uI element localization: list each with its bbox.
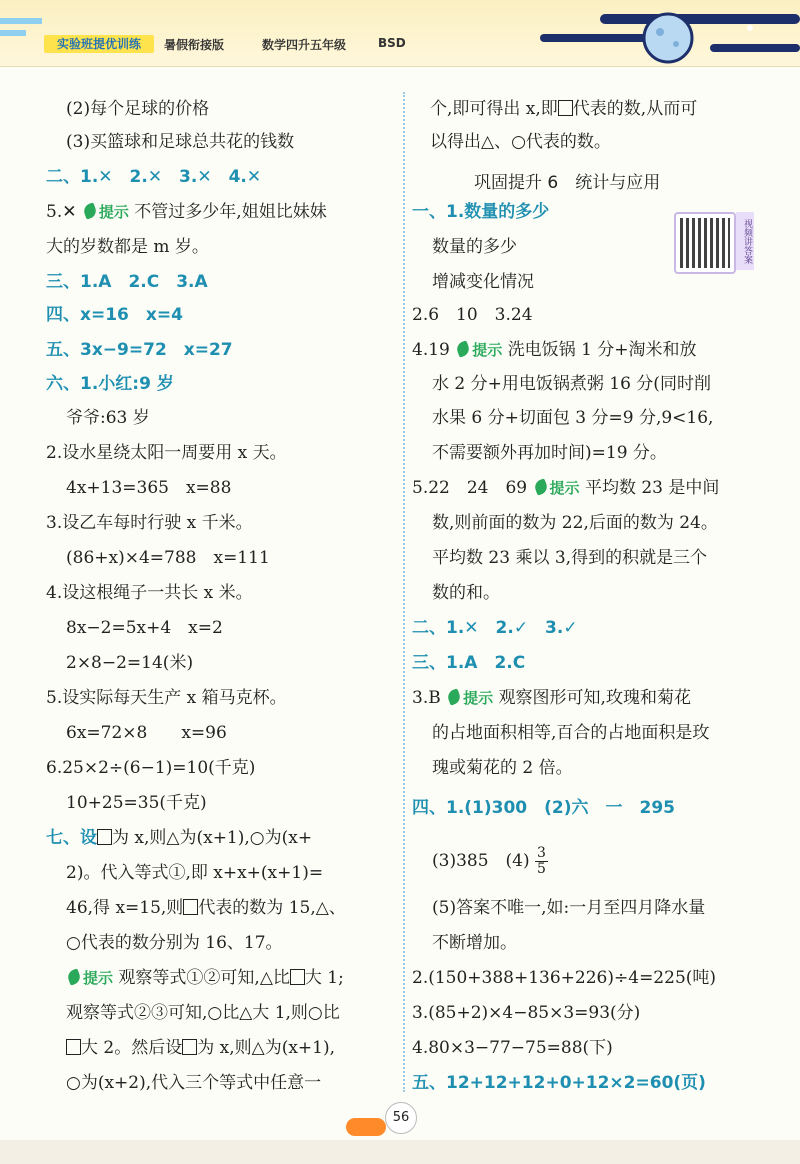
- answer-text: ○: [66, 933, 81, 953]
- page-header: [0, 0, 800, 67]
- square-symbol-icon: [558, 100, 573, 116]
- answer-line: 的占地面积相等,百合的占地面积是玫: [432, 723, 710, 743]
- answer-line: 数,则前面的数为 22,后面的数为 24。: [432, 513, 718, 533]
- answer-line: 爷爷:63 岁: [66, 408, 150, 428]
- answer-text: 46,得 x=15,则: [66, 898, 184, 918]
- answer-line: 三、1.A 2.C 3.A: [46, 272, 208, 292]
- qr-label: 视频讲答案: [736, 212, 754, 270]
- submarine-decoration-icon: [346, 1118, 386, 1136]
- answer-line: 水 2 分+用电饭锅煮粥 16 分(同时削: [432, 374, 711, 394]
- answer-line: 2.(150+388+136+226)÷4=225(吨): [412, 968, 717, 988]
- square-symbol-icon: [97, 829, 112, 845]
- answer-line: 6.25×2÷(6−1)=10(千克): [46, 758, 256, 778]
- hint-leaf-icon: [446, 688, 462, 705]
- page-number: 56: [385, 1102, 417, 1134]
- answer-number: 5.✕: [46, 202, 77, 222]
- answer-line: 2×8−2=14(米): [66, 653, 194, 673]
- header-ribbon: [0, 18, 42, 24]
- answer-line: [412, 476, 719, 500]
- hint-leaf-icon: [82, 202, 98, 219]
- square-symbol-icon: [290, 969, 305, 985]
- answer-line: 3.(85+2)×4−85×3=93(分): [412, 1003, 641, 1023]
- hint-text: 平均数 23 是中间: [584, 478, 720, 498]
- answer-line: (3)买篮球和足球总共花的钱数: [66, 132, 295, 152]
- fraction-numerator: 3: [537, 845, 546, 861]
- answer-line: 2.6 10 3.24: [412, 305, 533, 325]
- hint-text: 大 2。然后设: [81, 1038, 183, 1058]
- answer-line: 3.设乙车每时行驶 x 千米。: [46, 513, 253, 533]
- answer-line: 五、3x−9=72 x=27: [46, 340, 233, 360]
- publisher-label: BSD: [378, 36, 406, 50]
- answer-line: 四、x=16 x=4: [46, 305, 183, 325]
- answer-line: 6x=72×8 x=96: [66, 723, 227, 743]
- square-symbol-icon: [66, 1039, 81, 1055]
- answer-line: 瑰或菊花的 2 倍。: [432, 758, 573, 778]
- square-symbol-icon: [182, 1039, 197, 1055]
- answer-text: 个,即可得出 x,即: [430, 99, 558, 119]
- answer-line: 数的和。: [432, 583, 500, 603]
- answer-line: (86+x)×4=788 x=111: [66, 548, 270, 568]
- brand-label: 实验班提优训练: [44, 35, 154, 53]
- answer-text: (3)385 (4): [432, 851, 530, 871]
- answer-line: 二、1.✕ 2.✕ 3.✕ 4.✕: [46, 167, 262, 187]
- answer-number: 5.22 24 69: [412, 478, 528, 498]
- answer-text: 代表的数为 15,△、: [198, 898, 346, 918]
- answer-number: 4.19: [412, 340, 450, 360]
- answer-line: 10+25=35(千克): [66, 793, 207, 813]
- fraction-denominator: 5: [537, 861, 546, 877]
- answer-line: 一、1.数量的多少: [412, 202, 550, 222]
- answer-text: 代表的数,从而可: [572, 99, 698, 119]
- page-footer: [0, 1140, 800, 1164]
- hint-label: 提示: [549, 479, 580, 497]
- hint-leaf-icon: [66, 968, 82, 985]
- hint-text: 观察图形可知,玫瑰和菊花: [498, 688, 691, 708]
- answer-text: 代表的数分别为 16、17。: [80, 933, 283, 953]
- square-symbol-icon: [183, 899, 198, 915]
- answer-line: [66, 931, 283, 955]
- answer-number: 3.B: [412, 688, 441, 708]
- hint-label: 提示: [472, 341, 503, 359]
- answer-line: 水果 6 分+切面包 3 分=9 分,9<16,: [432, 408, 714, 428]
- answer-line: [432, 846, 548, 877]
- answer-line: [412, 686, 691, 710]
- answer-line: 5.设实际每天生产 x 箱马克杯。: [46, 688, 287, 708]
- subject-label: 数学四升五年级: [262, 38, 347, 52]
- answer-line: [412, 338, 697, 362]
- answer-line: 平均数 23 乘以 3,得到的积就是三个: [432, 548, 708, 568]
- answer-line: [430, 97, 697, 121]
- answer-line: [66, 1036, 335, 1060]
- answer-line: (5)答案不唯一,如:一月至四月降水量: [432, 898, 706, 918]
- answer-line: [66, 966, 344, 990]
- answer-line: 增减变化情况: [432, 272, 534, 292]
- answer-line: 以得出△、○代表的数。: [430, 132, 611, 152]
- answer-line: 二、1.✕ 2.✓ 3.✓: [412, 618, 578, 638]
- answer-line: [66, 896, 346, 920]
- answer-line: 4x+13=365 x=88: [66, 478, 232, 498]
- answer-line: [46, 200, 327, 224]
- hint-text: 为 x,则△为(x+1),: [197, 1038, 336, 1058]
- section-title: 巩固提升 6 统计与应用: [474, 173, 661, 193]
- answer-line: 4.80×3−77−75=88(下): [412, 1038, 613, 1058]
- hint-label: 提示: [463, 689, 494, 707]
- qr-code-icon: [680, 218, 730, 268]
- hint-leaf-icon: [455, 340, 471, 357]
- answer-text: 为 x,则△为(x+1),○为(x+: [112, 828, 313, 848]
- answer-line: 大的岁数都是 m 岁。: [46, 237, 209, 257]
- answer-line: 六、1.小红:9 岁: [46, 374, 174, 394]
- answer-line: (2)每个足球的价格: [66, 99, 210, 119]
- qr-code[interactable]: [674, 212, 736, 274]
- answer-line: 2)。代入等式①,即 x+x+(x+1)=: [66, 863, 324, 883]
- fraction: [535, 846, 548, 877]
- answer-line: 三、1.A 2.C: [412, 653, 526, 673]
- answer-line: 观察等式②③可知,○比△大 1,则○比: [66, 1003, 340, 1023]
- hint-leaf-icon: [532, 478, 548, 495]
- hint-text: 观察等式①②可知,△比: [118, 968, 290, 988]
- column-divider: [403, 92, 405, 1092]
- answer-line: 不需要额外再加时间)=19 分。: [432, 443, 667, 463]
- section-label: 七、设: [46, 828, 97, 848]
- answer-line: 不断增加。: [432, 933, 517, 953]
- hint-label: 提示: [98, 203, 129, 221]
- answer-line: [46, 826, 312, 850]
- answer-line: 2.设水星绕太阳一周要用 x 天。: [46, 443, 287, 463]
- hint-text: 大 1;: [304, 968, 344, 988]
- hint-label: 提示: [83, 969, 114, 987]
- hint-text: 不管过多少年,姐姐比妹妹: [134, 202, 327, 222]
- planet-decoration-icon: [540, 0, 800, 70]
- answer-line: 数量的多少: [432, 237, 517, 257]
- answer-line: 五、12+12+12+0+12×2=60(页): [412, 1073, 706, 1093]
- edition-label: 暑假衔接版: [164, 38, 225, 52]
- answer-line: ○为(x+2),代入三个等式中任意一: [66, 1073, 322, 1093]
- answer-line: 四、1.(1)300 (2)六 一 295: [412, 798, 675, 818]
- hint-text: 洗电饭锅 1 分+淘米和放: [507, 340, 697, 360]
- answer-line: 4.设这根绳子一共长 x 米。: [46, 583, 253, 603]
- answer-line: 8x−2=5x+4 x=2: [66, 618, 223, 638]
- header-ribbon: [0, 30, 26, 36]
